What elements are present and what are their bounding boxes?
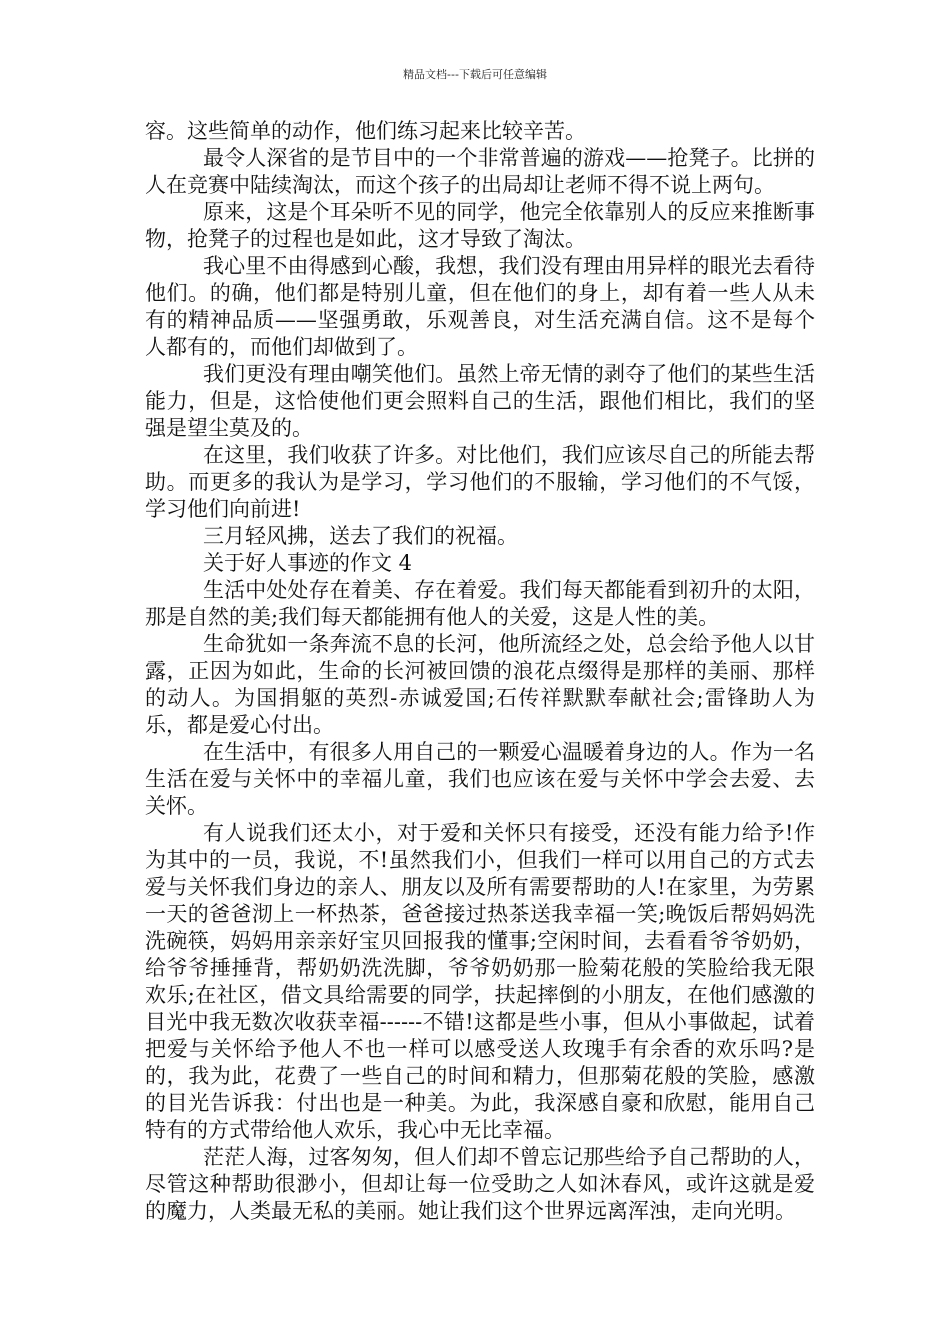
paragraph: 有人说我们还太小，对于爱和关怀只有接受，还没有能力给予!作为其中的一员，我说，不!虽然我们小，但我们一样可以用自己的方式去爱与关怀我们身边的亲人、朋友以及所有需要帮助的人!在家里，为劳累一天的爸爸沏上一杯热茶，爸爸接过热茶送我幸福一笑;晚饭后帮妈妈洗洗碗筷，妈妈用亲亲好宝贝回报我的懂事;空闲时间，去看看爷爷奶奶，给爷爷捶捶背，帮奶奶洗洗脚，爷爷奶奶那一脸菊花般的笑脸给我无限欢乐;在社区，借文具给需要的同学，扶起摔倒的小朋友，在他们感激的目光中我无数次收获幸福------不错!这都是些小事，但从小事做起，试着把爱与关怀给予他人不也一样可以感受送人玫瑰手有余香的欢乐吗?是的，我为此，花费了一些自己的时间和精力，但那菊花般的笑脸，感激的目光告诉我：付出也是一种美。为此，我深感自豪和欣慰，能用自己特有的方式带给他人欢乐，我心中无比幸福。 [145, 821, 815, 1142]
paragraph: 最令人深省的是节目中的一个非常普遍的游戏——抢凳子。比拼的人在竞赛中陆续淘汰，而这个孩子的出局却让老师不得不说上两句。 [145, 146, 815, 197]
section-heading: 关于好人事迹的作文 4 [203, 551, 413, 575]
paragraph: 生活中处处存在着美、存在着爱。我们每天都能看到初升的太阳，那是自然的美;我们每天都能拥有他人的关爱，这是人性的美。 [145, 578, 815, 629]
paragraph: 原来，这是个耳朵听不见的同学，他完全依靠别人的反应来推断事物，抢凳子的过程也是如此，这才导致了淘汰。 [145, 200, 815, 251]
paragraph: 我心里不由得感到心酸，我想，我们没有理由用异样的眼光去看待他们。的确，他们都是特别儿童，但在他们的身上，却有着一些人从未有的精神品质——坚强勇敢，乐观善良，对生活充满自信。这不是每个人都有的，而他们却做到了。 [145, 254, 815, 359]
paragraph: 在生活中，有很多人用自己的一颗爱心温暖着身边的人。作为一名生活在爱与关怀中的幸福儿童，我们也应该在爱与关怀中学会去爱、去关怀。 [145, 740, 815, 818]
paragraph: 三月轻风拂，送去了我们的祝福。 [203, 524, 518, 548]
paragraph: 茫茫人海，过客匆匆，但人们却不曾忘记那些给予自己帮助的人，尽管这种帮助很渺小，但却让每一位受助之人如沐春风，或许这就是爱的魔力，人类最无私的美丽。她让我们这个世界远离浑浊，走向光明。 [145, 1145, 815, 1223]
document-body [145, 118, 815, 1225]
paragraph: 容。这些简单的动作，他们练习起来比较辛苦。 [145, 119, 586, 143]
paragraph: 在这里，我们收获了许多。对比他们，我们应该尽自己的所能去帮助。而更多的我认为是学习，学习他们的不服输，学习他们的不气馁，学习他们向前进! [145, 443, 815, 521]
paragraph: 我们更没有理由嘲笑他们。虽然上帝无情的剥夺了他们的某些生活能力，但是，这恰使他们更会照料自己的生活，跟他们相比，我们的坚强是望尘莫及的。 [145, 362, 815, 440]
page-header: 精品文档---下载后可任意编辑 [403, 68, 547, 81]
paragraph: 生命犹如一条奔流不息的长河，他所流经之处，总会给予他人以甘露，正因为如此，生命的长河被回馈的浪花点缀得是那样的美丽、那样的动人。为国捐躯的英烈-赤诚爱国;石传祥默默奉献社会;雷锋助人为乐，都是爱心付出。 [145, 632, 815, 737]
